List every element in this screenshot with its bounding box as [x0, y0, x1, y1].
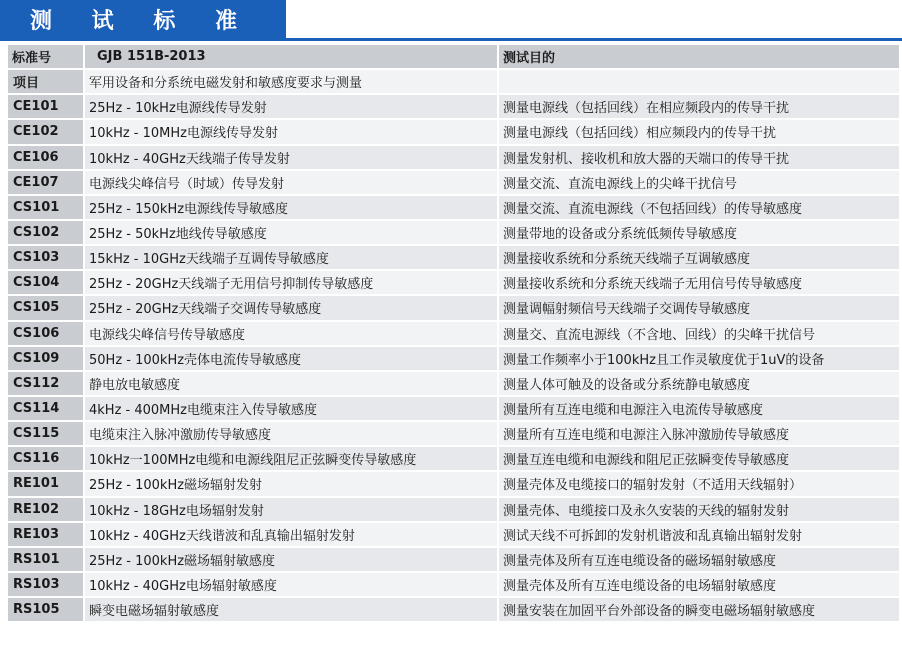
test-description-cell: 电源线尖峰信号（时域）传导发射: [85, 171, 497, 196]
table-row: [8, 422, 899, 447]
test-code-cell: RS103: [8, 573, 83, 598]
table-row: [8, 322, 899, 347]
test-code-cell: CS109: [8, 347, 83, 372]
test-code-cell: CS114: [8, 397, 83, 422]
test-code-cell: CS112: [8, 372, 83, 397]
test-code-cell: RS105: [8, 598, 83, 623]
table-row: [8, 196, 899, 221]
test-purpose-cell: 测量所有互连电缆和电源注入脉冲激励传导敏感度: [499, 422, 899, 447]
project-row: [8, 70, 899, 95]
table-header-row: [8, 45, 899, 70]
table-row: [8, 221, 899, 246]
test-code-cell: CS104: [8, 271, 83, 296]
test-description-cell: 25Hz - 50kHz地线传导敏感度: [85, 221, 497, 246]
test-purpose-cell: 测量人体可触及的设备或分系统静电敏感度: [499, 372, 899, 397]
test-purpose-cell: 测量带地的设备或分系统低频传导敏感度: [499, 221, 899, 246]
test-code-cell: RS101: [8, 548, 83, 573]
test-code-cell: RE101: [8, 472, 83, 497]
test-code-cell: CS102: [8, 221, 83, 246]
test-purpose-cell: 测量电源线（包括回线）相应频段内的传导干扰: [499, 120, 899, 145]
test-description-cell: 电源线尖峰信号传导敏感度: [85, 322, 497, 347]
test-description-cell: 25Hz - 10kHz电源线传导发射: [85, 95, 497, 120]
test-code-cell: CS101: [8, 196, 83, 221]
test-description-cell: 25Hz - 100kHz磁场辐射敏感度: [85, 548, 497, 573]
table-row: [8, 271, 899, 296]
test-code-cell: CE106: [8, 146, 83, 171]
test-description-cell: 25Hz - 20GHz天线端子交调传导敏感度: [85, 296, 497, 321]
table-row: [8, 472, 899, 497]
test-purpose-cell: 测量交流、直流电源线上的尖峰干扰信号: [499, 171, 899, 196]
standards-table: [6, 45, 901, 623]
table-row: [8, 246, 899, 271]
test-description-cell: 50Hz - 100kHz壳体电流传导敏感度: [85, 347, 497, 372]
page-title: 测 试 标 准: [30, 8, 253, 34]
header-standard-name: GJB 151B-2013: [85, 45, 497, 70]
table-row: [8, 95, 899, 120]
table-row: [8, 447, 899, 472]
test-code-cell: RE103: [8, 523, 83, 548]
header-test-purpose: 测试目的: [499, 45, 899, 70]
test-code-cell: RE102: [8, 498, 83, 523]
test-purpose-cell: 测量接收系统和分系统天线端子无用信号传导敏感度: [499, 271, 899, 296]
table-row: [8, 372, 899, 397]
project-purpose: [499, 70, 899, 95]
test-purpose-cell: 测量发射机、接收机和放大器的天端口的传导干扰: [499, 146, 899, 171]
test-description-cell: 10kHz - 40GHz电场辐射敏感度: [85, 573, 497, 598]
test-purpose-cell: 测量工作频率小于100kHz且工作灵敏度优于1uV的设备: [499, 347, 899, 372]
test-code-cell: CE107: [8, 171, 83, 196]
test-description-cell: 瞬变电磁场辐射敏感度: [85, 598, 497, 623]
test-purpose-cell: 测试天线不可拆卸的发射机谐波和乱真输出辐射发射: [499, 523, 899, 548]
table-row: [8, 573, 899, 598]
test-description-cell: 15kHz - 10GHz天线端子互调传导敏感度: [85, 246, 497, 271]
table-row: [8, 498, 899, 523]
project-label: 项目: [8, 70, 83, 95]
test-purpose-cell: 测量安装在加固平台外部设备的瞬变电磁场辐射敏感度: [499, 598, 899, 623]
title-underline: [0, 38, 902, 41]
header-standard-number: 标准号: [8, 45, 83, 70]
test-purpose-cell: 测量调幅射频信号天线端子交调传导敏感度: [499, 296, 899, 321]
test-description-cell: 10kHz - 40GHz天线端子传导发射: [85, 146, 497, 171]
table-row: [8, 523, 899, 548]
test-purpose-cell: 测量壳体及所有互连电缆设备的磁场辐射敏感度: [499, 548, 899, 573]
test-description-cell: 25Hz - 100kHz磁场辐射发射: [85, 472, 497, 497]
test-code-cell: CS115: [8, 422, 83, 447]
table-row: [8, 598, 899, 623]
test-description-cell: 电缆束注入脉冲激励传导敏感度: [85, 422, 497, 447]
test-purpose-cell: 测量所有互连电缆和电源注入电流传导敏感度: [499, 397, 899, 422]
test-description-cell: 25Hz - 20GHz天线端子无用信号抑制传导敏感度: [85, 271, 497, 296]
table-row: [8, 296, 899, 321]
test-purpose-cell: 测量接收系统和分系统天线端子互调敏感度: [499, 246, 899, 271]
project-description: 军用设备和分系统电磁发射和敏感度要求与测量: [85, 70, 497, 95]
test-code-cell: CE102: [8, 120, 83, 145]
test-code-cell: CS116: [8, 447, 83, 472]
test-description-cell: 静电放电敏感度: [85, 372, 497, 397]
test-description-cell: 10kHz - 18GHz电场辐射发射: [85, 498, 497, 523]
test-description-cell: 10kHz一100MHz电缆和电源线阻尼正弦瞬变传导敏感度: [85, 447, 497, 472]
test-purpose-cell: 测量壳体及电缆接口的辐射发射（不适用天线辐射）: [499, 472, 899, 497]
test-description-cell: 4kHz - 400MHz电缆束注入传导敏感度: [85, 397, 497, 422]
test-description-cell: 10kHz - 40GHz天线谐波和乱真输出辐射发射: [85, 523, 497, 548]
test-description-cell: 25Hz - 150kHz电源线传导敏感度: [85, 196, 497, 221]
test-purpose-cell: 测量壳体及所有互连电缆设备的电场辐射敏感度: [499, 573, 899, 598]
test-purpose-cell: 测量壳体、电缆接口及永久安装的天线的辐射发射: [499, 498, 899, 523]
test-purpose-cell: 测量电源线（包括回线）在相应频段内的传导干扰: [499, 95, 899, 120]
test-purpose-cell: 测量交、直流电源线（不含地、回线）的尖峰干扰信号: [499, 322, 899, 347]
title-banner: [0, 0, 286, 38]
table-row: [8, 146, 899, 171]
test-code-cell: CS105: [8, 296, 83, 321]
test-code-cell: CE101: [8, 95, 83, 120]
table-row: [8, 548, 899, 573]
table-row: [8, 347, 899, 372]
table-row: [8, 120, 899, 145]
table-row: [8, 171, 899, 196]
test-code-cell: CS106: [8, 322, 83, 347]
table-row: [8, 397, 899, 422]
test-description-cell: 10kHz - 10MHz电源线传导发射: [85, 120, 497, 145]
test-code-cell: CS103: [8, 246, 83, 271]
test-purpose-cell: 测量交流、直流电源线（不包括回线）的传导敏感度: [499, 196, 899, 221]
test-purpose-cell: 测量互连电缆和电源线和阻尼正弦瞬变传导敏感度: [499, 447, 899, 472]
